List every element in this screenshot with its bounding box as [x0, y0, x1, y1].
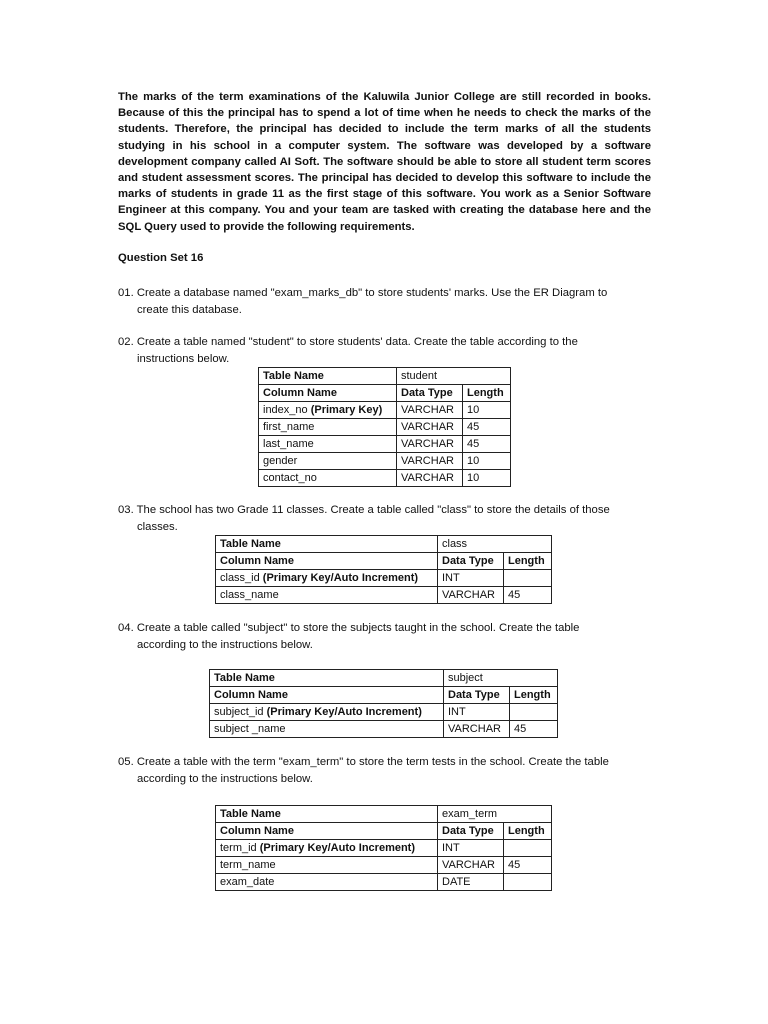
length-cell: 45 — [463, 436, 511, 453]
table-name-value: class — [438, 536, 552, 553]
table-name-value: student — [397, 368, 511, 385]
length-cell: 45 — [504, 587, 552, 604]
data-type-header: Data Type — [438, 823, 504, 840]
table-row — [259, 470, 511, 487]
length-cell — [504, 874, 552, 891]
question-text-line2: according to the instructions below. — [137, 772, 313, 785]
length-header: Length — [463, 385, 511, 402]
table-name-row — [259, 368, 511, 385]
length-header: Length — [504, 553, 552, 570]
question-text-line1: Create a table named "student" to store students' data. Create the table according to the — [136, 336, 578, 348]
length-cell: 45 — [463, 419, 511, 436]
column-name-cell: exam_date — [216, 874, 438, 891]
question-05 — [118, 754, 658, 787]
header-row — [210, 687, 558, 704]
length-header: Length — [510, 687, 558, 704]
data-type-cell: VARCHAR — [397, 402, 463, 419]
table-row — [259, 453, 511, 470]
data-type-header: Data Type — [444, 687, 510, 704]
question-text-line2: instructions below. — [137, 352, 230, 365]
question-text-line1: Create a table with the term "exam_term" to store the term tests in the school. Create the table — [136, 756, 609, 768]
length-cell: 10 — [463, 402, 511, 419]
data-type-cell: VARCHAR — [438, 587, 504, 604]
intro-paragraph: The marks of the term examinations of the Kaluwila Junior College are still recorded in books. Because of this the principal has to spend a lot of time when he needs to check the marks of the students. Therefore, the principal has decided to include the term marks of all the students studying in his school in a computer system. The software was developed by a software development company called AI Soft. The software should be able to store all student term scores and student assessment scores. The principal has decided to develop this software to include the marks of students in grade 11 as the first stage of this software. You work as a Senior Software Engineer at this company. You and your team are tasked with creating the database here and the SQL Query used to provide the following requirements. — [118, 91, 651, 233]
question-number: 03. — [118, 504, 134, 516]
question-number: 02. — [118, 336, 134, 348]
question-text-line2: create this database. — [137, 303, 242, 316]
column-name-cell: first_name — [259, 419, 397, 436]
data-type-cell: INT — [438, 570, 504, 587]
table-name-label: Table Name — [210, 670, 444, 687]
length-cell: 10 — [463, 470, 511, 487]
table-row — [216, 587, 552, 604]
length-cell: 10 — [463, 453, 511, 470]
table-row — [259, 402, 511, 419]
question-set-heading: Question Set 16 — [118, 252, 204, 264]
data-type-cell: INT — [444, 704, 510, 721]
table-row — [216, 874, 552, 891]
table-name-row — [216, 806, 552, 823]
question-text-line1: The school has two Grade 11 classes. Create a table called "class" to store the details of those — [136, 504, 610, 516]
column-name-cell: class_id (Primary Key/Auto Increment) — [216, 570, 438, 587]
table-row — [216, 570, 552, 587]
subject-table-spec — [209, 669, 558, 738]
column-name-cell: index_no (Primary Key) — [259, 402, 397, 419]
length-cell: 45 — [510, 721, 558, 738]
length-cell — [504, 570, 552, 587]
column-name-cell: contact_no — [259, 470, 397, 487]
data-type-cell: INT — [438, 840, 504, 857]
header-row — [216, 553, 552, 570]
data-type-cell: VARCHAR — [438, 857, 504, 874]
length-cell: 45 — [504, 857, 552, 874]
column-name-header: Column Name — [216, 553, 438, 570]
column-name-cell: subject_id (Primary Key/Auto Increment) — [210, 704, 444, 721]
table-name-label: Table Name — [216, 536, 438, 553]
column-name-header: Column Name — [216, 823, 438, 840]
data-type-header: Data Type — [438, 553, 504, 570]
student-table-spec — [258, 367, 511, 487]
table-name-label: Table Name — [259, 368, 397, 385]
length-header: Length — [504, 823, 552, 840]
column-name-cell: term_name — [216, 857, 438, 874]
header-row — [216, 823, 552, 840]
question-01 — [118, 285, 658, 318]
data-type-cell: VARCHAR — [444, 721, 510, 738]
length-cell — [510, 704, 558, 721]
column-name-header: Column Name — [210, 687, 444, 704]
data-type-cell: DATE — [438, 874, 504, 891]
question-04 — [118, 620, 658, 653]
question-text-line1: Create a database named "exam_marks_db" to store students' marks. Use the ER Diagram to — [136, 287, 608, 299]
question-text-line2: according to the instructions below. — [137, 638, 313, 651]
table-row — [210, 721, 558, 738]
table-row — [210, 704, 558, 721]
table-name-row — [210, 670, 558, 687]
question-number: 01. — [118, 287, 134, 299]
table-row — [259, 419, 511, 436]
question-text-line1: Create a table called "subject" to store the subjects taught in the school. Create the table — [136, 622, 580, 634]
question-number: 04. — [118, 622, 134, 634]
header-row — [259, 385, 511, 402]
table-name-value: exam_term — [438, 806, 552, 823]
column-name-cell: term_id (Primary Key/Auto Increment) — [216, 840, 438, 857]
question-text-line2: classes. — [137, 520, 178, 533]
table-row — [216, 840, 552, 857]
table-row — [259, 436, 511, 453]
column-name-cell: last_name — [259, 436, 397, 453]
table-row — [216, 857, 552, 874]
data-type-header: Data Type — [397, 385, 463, 402]
class-table-spec — [215, 535, 552, 604]
column-name-cell: subject _name — [210, 721, 444, 738]
column-name-cell: gender — [259, 453, 397, 470]
exam-term-table-spec — [215, 805, 552, 891]
table-name-label: Table Name — [216, 806, 438, 823]
question-02 — [118, 334, 658, 367]
length-cell — [504, 840, 552, 857]
data-type-cell: VARCHAR — [397, 436, 463, 453]
column-name-header: Column Name — [259, 385, 397, 402]
question-03 — [118, 502, 658, 535]
column-name-cell: class_name — [216, 587, 438, 604]
table-name-value: subject — [444, 670, 558, 687]
data-type-cell: VARCHAR — [397, 470, 463, 487]
table-name-row — [216, 536, 552, 553]
data-type-cell: VARCHAR — [397, 419, 463, 436]
data-type-cell: VARCHAR — [397, 453, 463, 470]
question-number: 05. — [118, 756, 134, 768]
